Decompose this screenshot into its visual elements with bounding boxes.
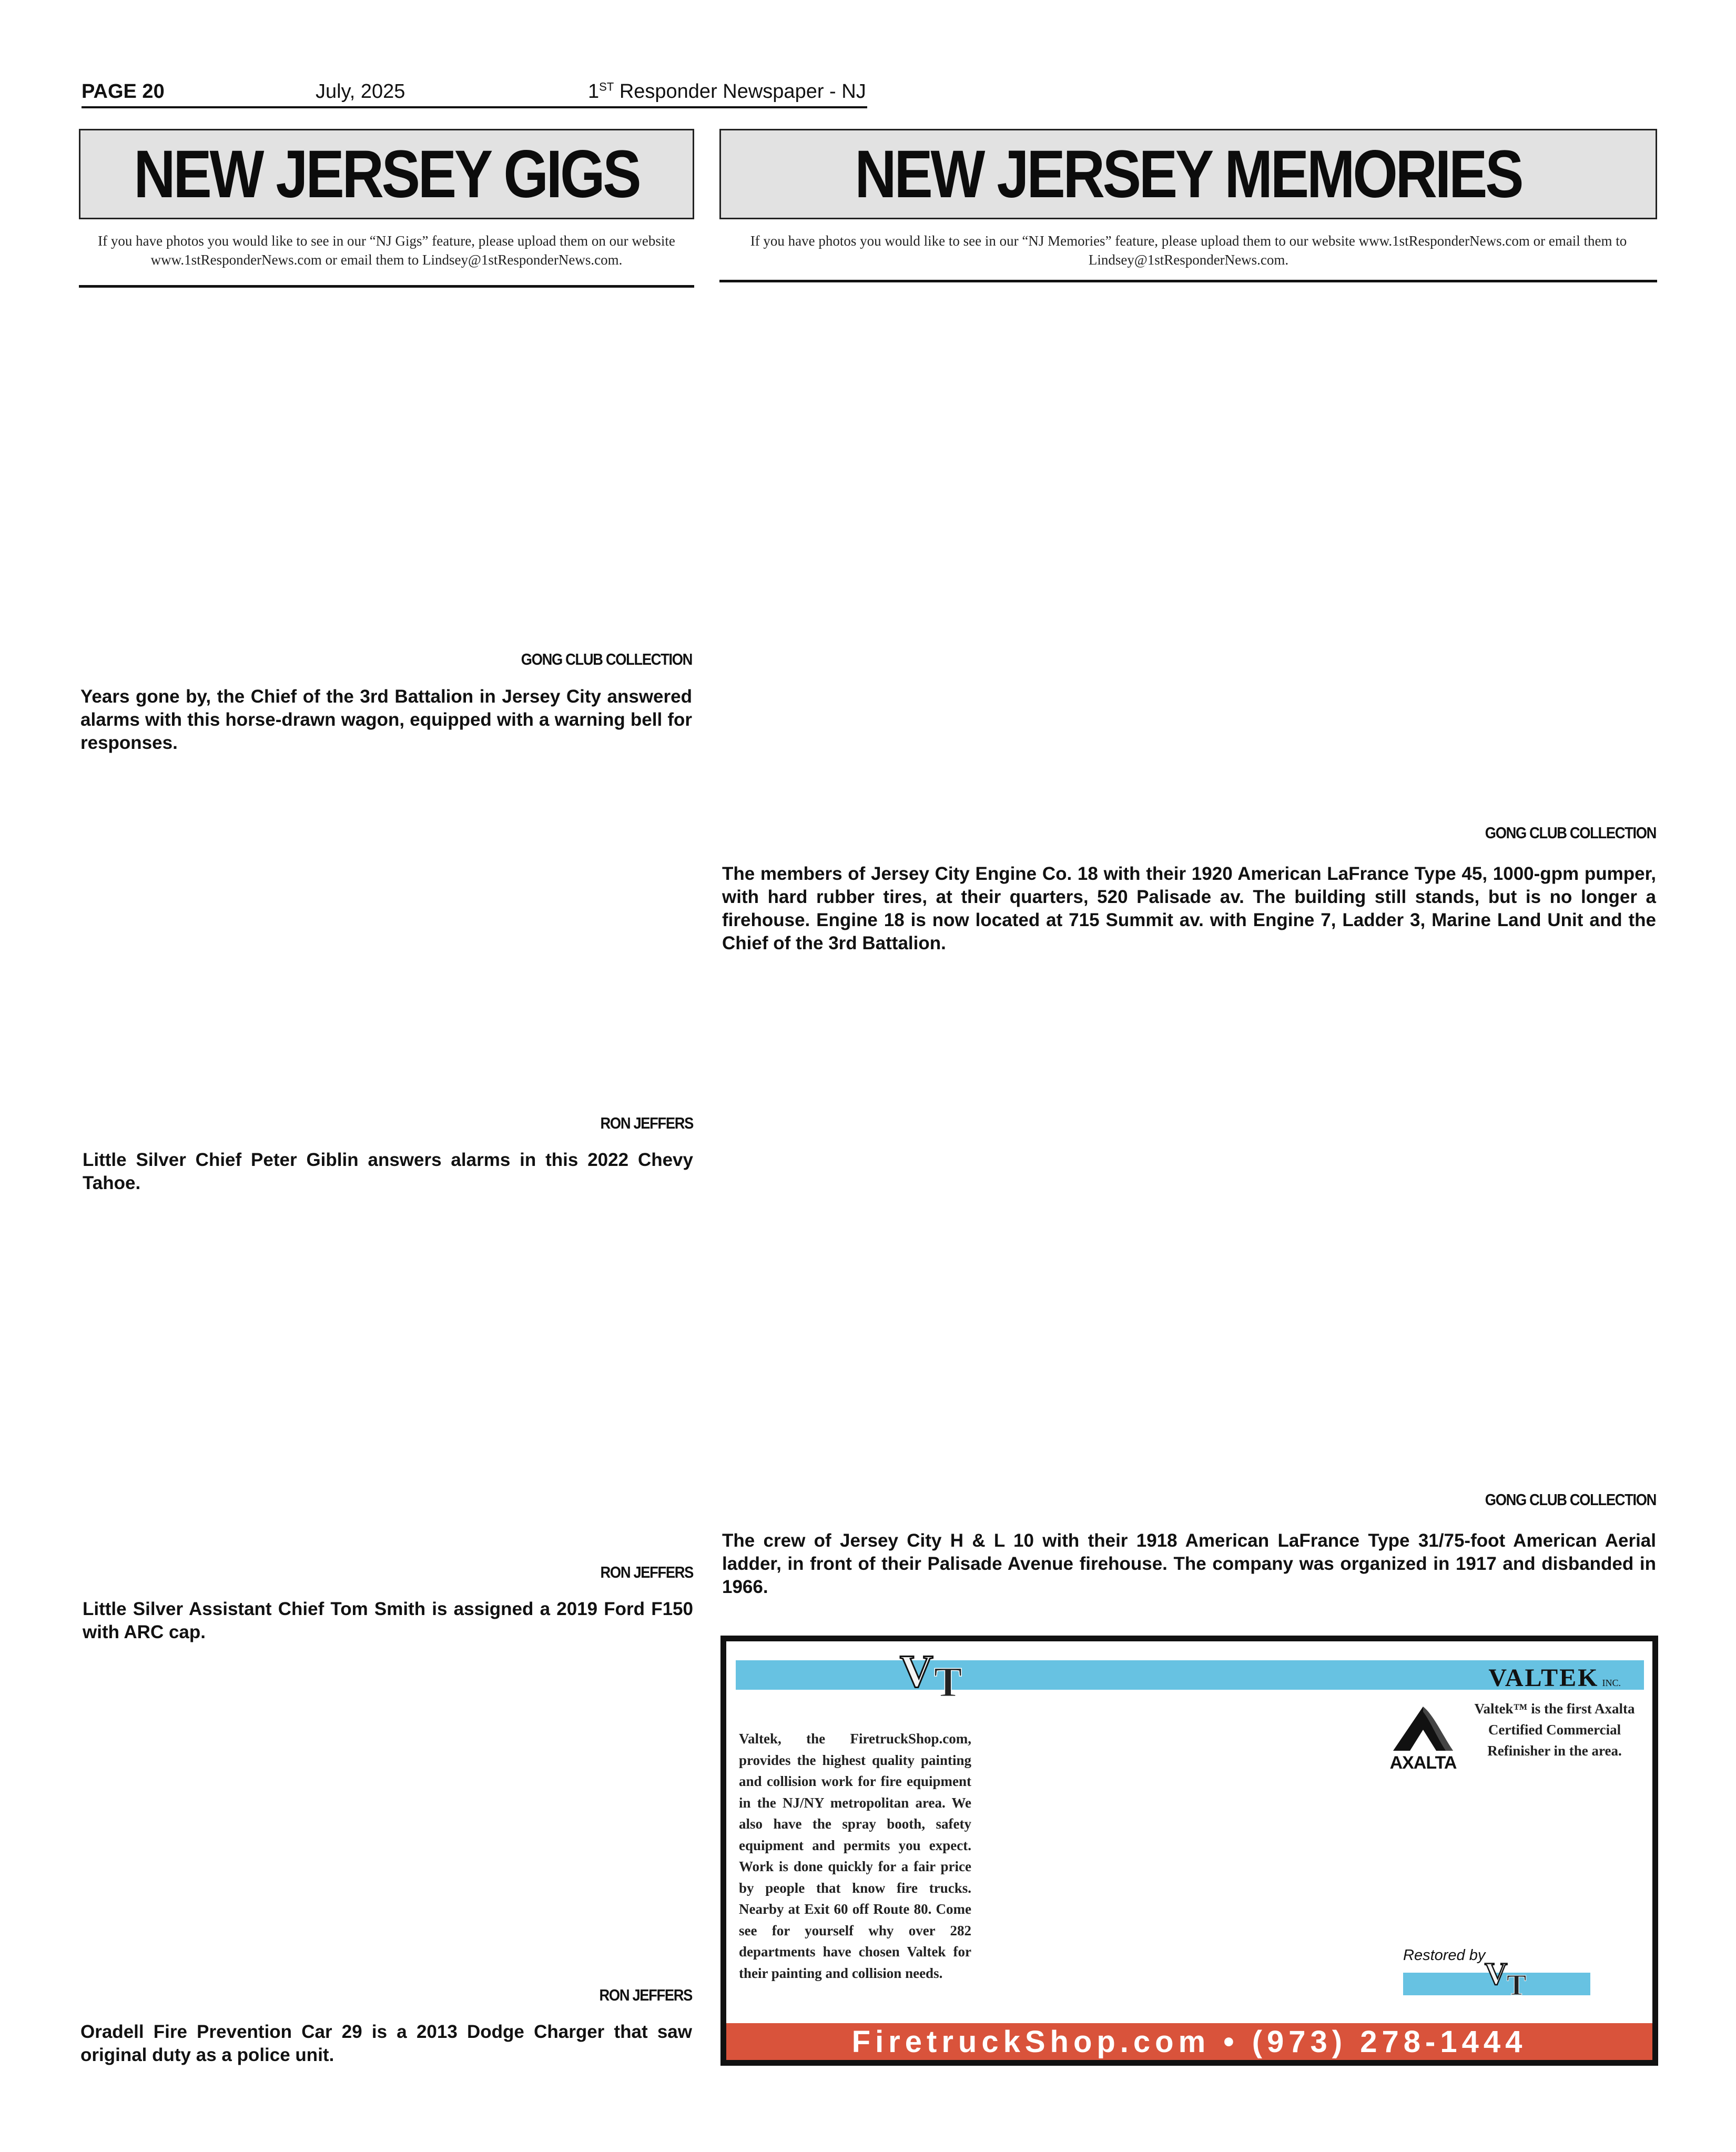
axalta-wordmark: AXALTA (1389, 1753, 1457, 1773)
issue-date: July, 2025 (316, 80, 405, 103)
photo-credit: GONG CLUB COLLECTION (1485, 824, 1656, 842)
gigs-intro: If you have photos you would like to see in our “NJ Gigs” feature, please upload them on our website www.1stResponderNews.com or email them to Lindsey@1stResponderNews.com. (98, 233, 675, 268)
vt-small-t: T (1507, 1969, 1527, 1999)
photo-caption: Years gone by, the Chief of the 3rd Battalion in Jersey City answered alarms with this horse-drawn wagon, equipped with a warning bell for responses. (80, 686, 692, 753)
valtek-ad (720, 1636, 1658, 2066)
photo-credit: GONG CLUB COLLECTION (1485, 1490, 1656, 1509)
valtek-inc: INC. (1602, 1678, 1621, 1688)
ad-footer-text: FiretruckShop.com • (973) 278-1444 (851, 2024, 1527, 2059)
memories-title-box (719, 129, 1657, 219)
memories-title: NEW JERSEY MEMORIES (855, 136, 1522, 212)
photo-caption: Oradell Fire Prevention Car 29 is a 2013 Dodge Charger that saw original duty as a police unit. (80, 2022, 692, 2065)
certification-text: Valtek™ is the first Axalta Certified Commercial Refinisher in the area. (1474, 1701, 1635, 1759)
restored-by-label: Restored by (1403, 1947, 1486, 1964)
memories-intro-rule (719, 280, 1657, 282)
gigs-intro-rule (79, 285, 694, 288)
vt-small-v: V (1485, 1957, 1508, 1991)
vt-logo-icon (895, 1649, 994, 1701)
photo-caption: Little Silver Assistant Chief Tom Smith is assigned a 2019 Ford F150 with ARC cap. (83, 1599, 693, 1642)
photo-credit: GONG CLUB COLLECTION (521, 650, 692, 668)
photo-caption: The members of Jersey City Engine Co. 18 with their 1920 American LaFrance Type 45, 1000-gpm pumper, with hard rubber tires, at their quarters, 520 Palisade av. The building still stands, but is no longer a firehouse. Engine 18 is now located at 715 Summit av. with Engine 7, Ladder 3, Marine Land Unit and the Chief of the 3rd Battalion. (722, 864, 1656, 953)
valtek-wordmark (1488, 1663, 1621, 1692)
header-rule (82, 106, 867, 108)
paper-sup: ST (599, 80, 614, 94)
photo-caption: Little Silver Chief Peter Giblin answers alarms in this 2022 Chevy Tahoe. (83, 1150, 693, 1193)
vt-logo-t: T (934, 1659, 962, 1701)
photo-credit: RON JEFFERS (600, 1114, 693, 1132)
photo-credit: RON JEFFERS (599, 1986, 692, 2004)
ad-footer-bar (726, 2023, 1652, 2060)
vt-logo-v: V (900, 1649, 933, 1697)
ad-body-text: Valtek, the FiretruckShop.com, provides the highest quality painting and collision work for fire equipment in the NJ/NY metropolitan area. We also have the spray booth, safety equipment and permits you expect. Work is done quickly for a fair price by people that know fire trucks. Nearby at Exit 60 off Route 80. Come see for yourself why over 282 departments have chosen Valtek for their painting and collision needs. (739, 1731, 971, 1981)
photo-credit: RON JEFFERS (600, 1563, 693, 1581)
valtek-brand: VALTEK (1488, 1664, 1599, 1692)
vt-small-logo-icon (1484, 1957, 1541, 1999)
paper-rest: Responder Newspaper - NJ (614, 80, 866, 103)
paper-pre: 1 (588, 80, 600, 103)
memories-intro: If you have photos you would like to see in our “NJ Memories” feature, please upload them to our website www.1stResponderNews.com or email them to Lindsey@1stResponderNews.com. (750, 233, 1627, 268)
page-number: PAGE 20 (82, 80, 165, 103)
newspaper-name (588, 80, 866, 103)
gigs-title-box (79, 129, 694, 219)
photo-caption: The crew of Jersey City H & L 10 with their 1918 American LaFrance Type 31/75-foot American Aerial ladder, in front of their Palisade Avenue firehouse. The company was organized in 1917 and disbanded in 1966. (722, 1530, 1656, 1597)
gigs-title: NEW JERSEY GIGS (134, 136, 639, 212)
